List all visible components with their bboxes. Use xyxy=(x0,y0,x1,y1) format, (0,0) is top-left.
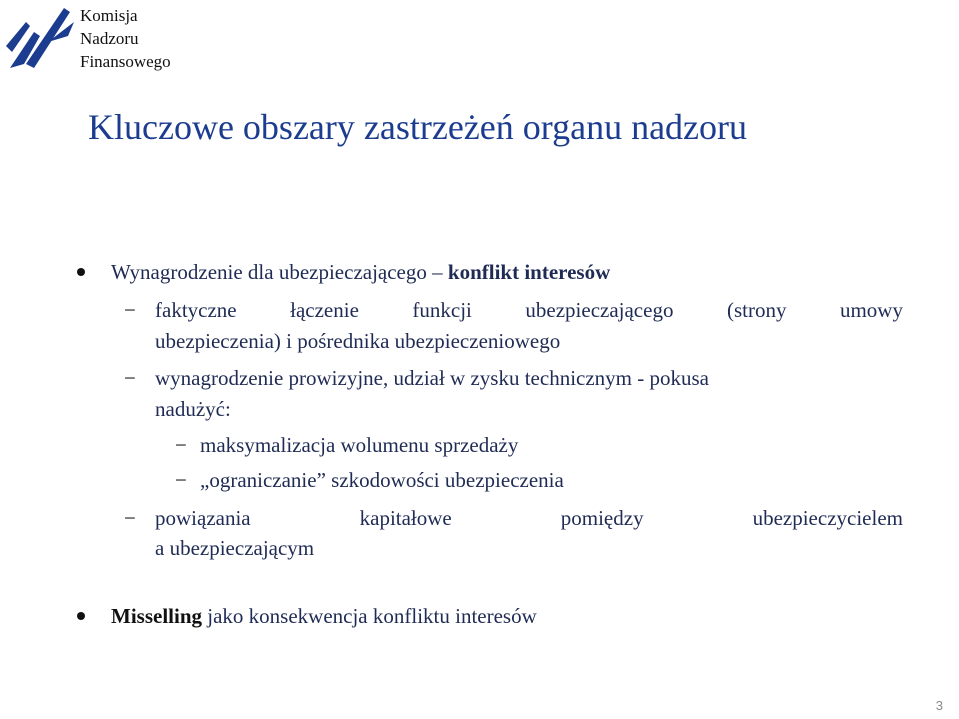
slide-title: Kluczowe obszary zastrzeżeń organu nadzoru xyxy=(88,107,748,147)
sub-1-word: ubezpieczającego xyxy=(525,298,674,322)
bullet-1-text xyxy=(111,258,610,286)
page-number: 3 xyxy=(935,698,943,713)
sub-1-word: łączenie xyxy=(290,298,359,322)
logo-line-finansowego: Finansowego xyxy=(80,52,171,71)
sub-1-word: (strony xyxy=(726,298,787,322)
dash-sub-1: − xyxy=(124,298,136,322)
knf-emblem-icon xyxy=(4,2,78,74)
dash-sub-3: − xyxy=(124,506,136,530)
logo-line-nadzoru: Nadzoru xyxy=(80,29,139,48)
sub-3-word: ubezpieczycielem xyxy=(752,506,903,530)
bullet-2-bold: Misselling xyxy=(111,604,203,628)
sub-1-line-2: ubezpieczenia) i pośrednika ubezpieczeniowego xyxy=(155,329,561,353)
bullet-dot-1 xyxy=(77,268,85,276)
bullet-2-rest: jako konsekwencja konfliktu interesów xyxy=(202,604,537,628)
dash-sub-2: − xyxy=(124,366,136,390)
bullet-1-prefix: Wynagrodzenie dla ubezpieczającego – xyxy=(111,260,448,284)
bullet-2-text xyxy=(111,602,537,630)
sub-2-line-1: wynagrodzenie prowizyjne, udział w zysku technicznym - pokusa xyxy=(155,366,709,390)
sub-1-word: funkcji xyxy=(412,298,472,322)
sub-3-word: pomiędzy xyxy=(560,506,644,530)
dash-item-2: − xyxy=(175,468,187,492)
sub-3-word: powiązania xyxy=(155,506,251,530)
sub-3-line-2: a ubezpieczającym xyxy=(155,536,315,560)
sub-2-item-2: „ograniczanie” szkodowości ubezpieczenia xyxy=(200,468,564,492)
sub-1-word: umowy xyxy=(839,298,903,322)
bullet-1-bold: konflikt interesów xyxy=(447,260,611,284)
knf-logo xyxy=(4,2,204,82)
bullet-dot-2 xyxy=(77,612,85,620)
logo-text xyxy=(80,4,171,73)
dash-item-1: − xyxy=(175,433,187,457)
sub-1-word: faktyczne xyxy=(155,298,237,322)
logo-line-komisja: Komisja xyxy=(80,6,138,25)
sub-2-item-1: maksymalizacja wolumenu sprzedaży xyxy=(200,433,519,457)
sub-3-line-1 xyxy=(155,504,903,532)
sub-2-line-2: nadużyć: xyxy=(155,397,231,421)
sub-1-line-1 xyxy=(155,296,903,324)
sub-3-word: kapitałowe xyxy=(359,506,452,530)
